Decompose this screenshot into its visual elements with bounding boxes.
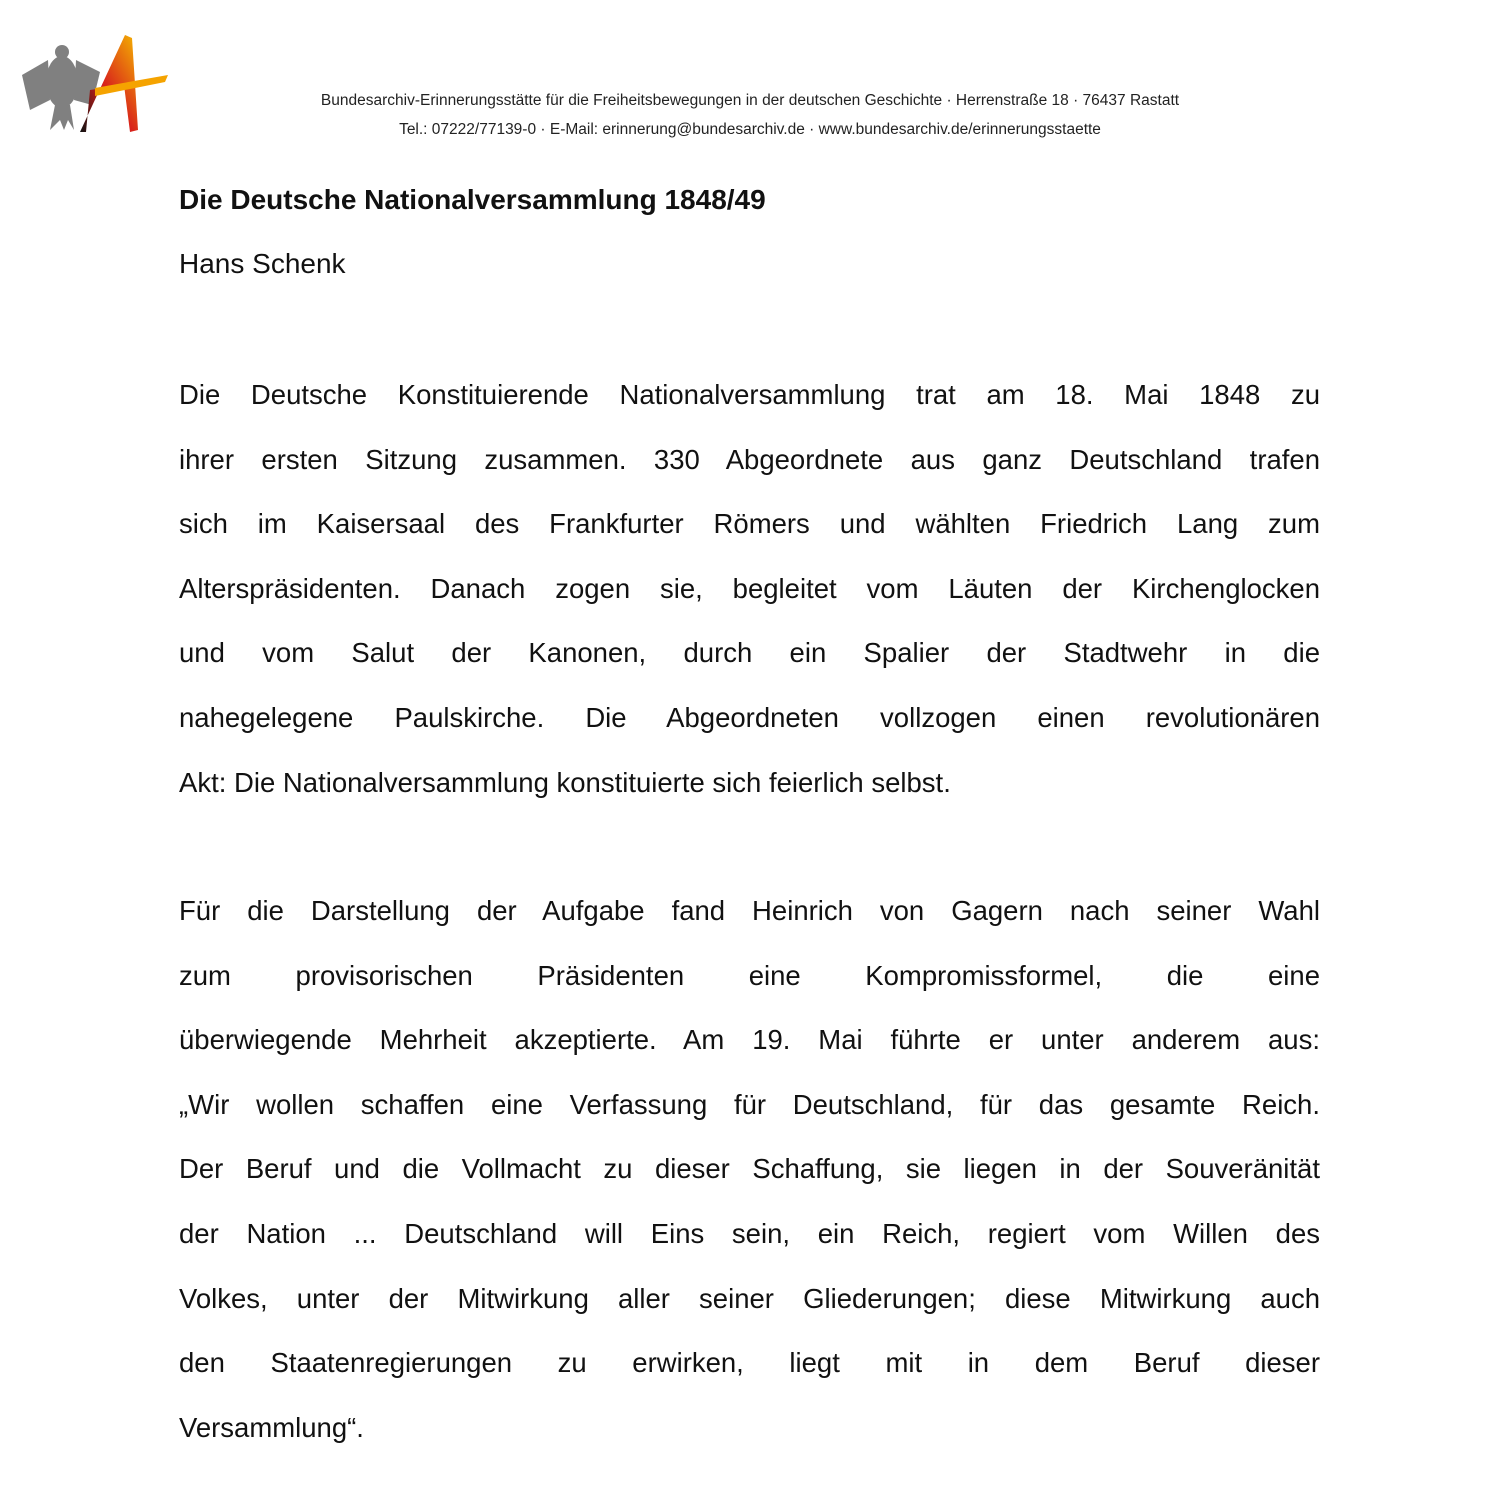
text-line: Versammlung“. bbox=[179, 1411, 364, 1443]
document-title: Die Deutsche Nationalversammlung 1848/49 bbox=[179, 184, 766, 215]
header-address: Bundesarchiv-Erinnerungsstätte für die Freiheitsbewegungen in der deutschen Geschichte · Herrenstraße 18 · 76437 Rastatt bbox=[320, 92, 1180, 109]
text-line: Der Beruf und die Vollmacht zu dieser Schaffung, sie liegen in der Souveränität bbox=[179, 1153, 1320, 1185]
header-contact: Tel.: 07222/77139-0 · E-Mail: erinnerung@bundesarchiv.de · www.bundesarchiv.de/erinnerungsstaette bbox=[399, 121, 1101, 138]
text-line: den Staatenregierungen zu erwirken, liegt mit in dem Beruf dieser bbox=[179, 1347, 1320, 1379]
text-line: ihrer ersten Sitzung zusammen. 330 Abgeordnete aus ganz Deutschland trafen bbox=[179, 443, 1320, 475]
text-line: und vom Salut der Kanonen, durch ein Spalier der Stadtwehr in die bbox=[179, 637, 1320, 669]
text-line: überwiegende Mehrheit akzeptierte. Am 19. Mai führte er unter anderem aus: bbox=[179, 1024, 1320, 1056]
text-line: zum provisorischen Präsidenten eine Kompromissformel, die eine bbox=[179, 959, 1320, 991]
paragraph-2 bbox=[179, 879, 1320, 1460]
text-line: Volkes, unter der Mitwirkung aller seiner Gliederungen; diese Mitwirkung auch bbox=[179, 1282, 1320, 1314]
paragraph-1 bbox=[179, 363, 1320, 815]
bundesarchiv-logo bbox=[20, 30, 170, 135]
document-author: Hans Schenk bbox=[179, 248, 346, 279]
text-line: Für die Darstellung der Aufgabe fand Heinrich von Gagern nach seiner Wahl bbox=[179, 895, 1320, 926]
text-line: „Wir wollen schaffen eine Verfassung für Deutschland, für das gesamte Reich. bbox=[179, 1088, 1320, 1120]
text-line: Alterspräsidenten. Danach zogen sie, begleitet vom Läuten der Kirchenglocken bbox=[179, 572, 1320, 604]
text-line: nahegelegene Paulskirche. Die Abgeordneten vollzogen einen revolutionären bbox=[179, 701, 1320, 733]
text-line: sich im Kaisersaal des Frankfurter Römers und wählten Friedrich Lang zum bbox=[179, 508, 1320, 540]
text-line: Akt: Die Nationalversammlung konstituierte sich feierlich selbst. bbox=[179, 766, 951, 798]
text-line: der Nation ... Deutschland will Eins sein, ein Reich, regiert vom Willen des bbox=[179, 1217, 1320, 1249]
text-line: Die Deutsche Konstituierende Nationalversammlung trat am 18. Mai 1848 zu bbox=[179, 379, 1320, 410]
